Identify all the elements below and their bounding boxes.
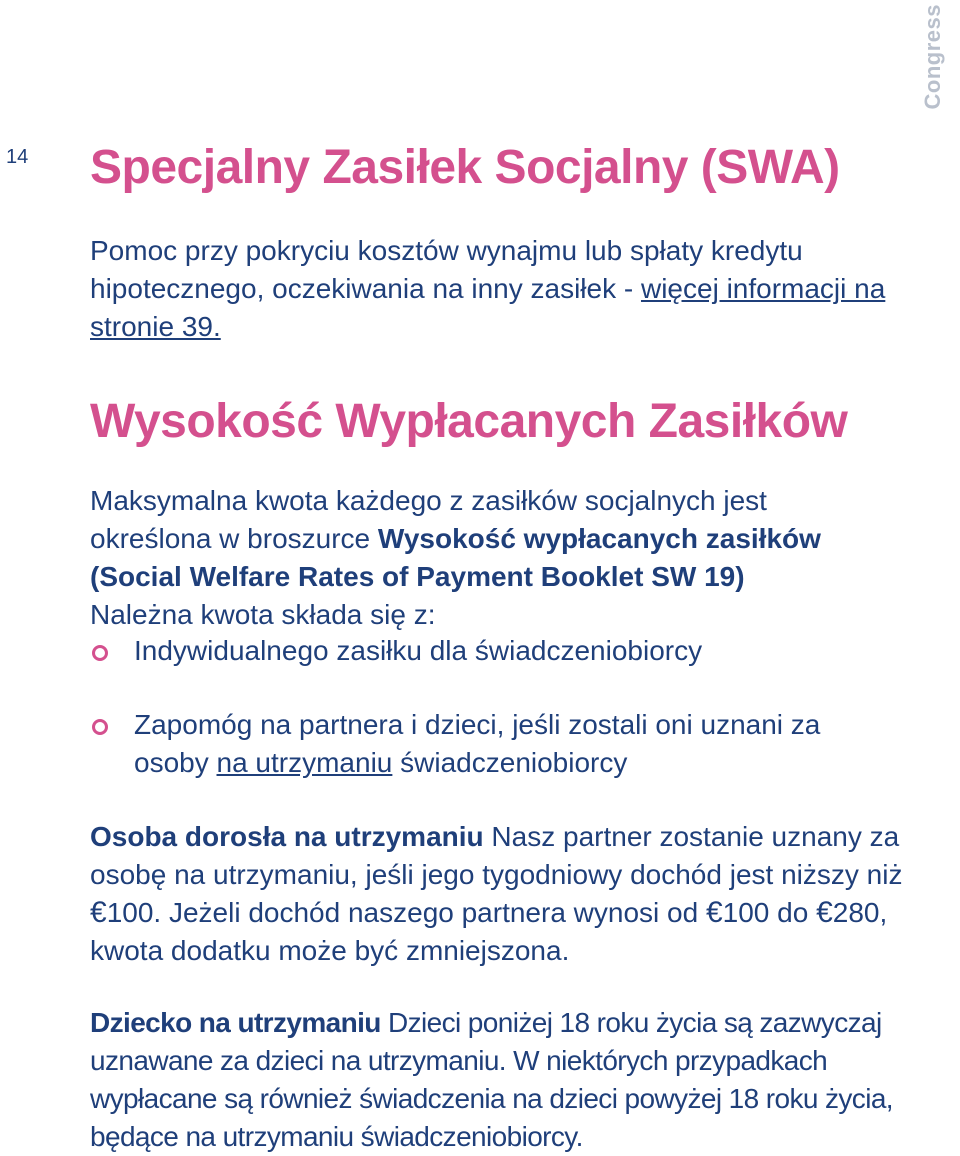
euro-symbol: € <box>705 896 723 929</box>
page-number: 14 <box>6 146 29 168</box>
bullet2-line1: Zapomóg na partnera i dzieci, jeśli zostali oni uznani za <box>134 709 821 740</box>
adult-text2: . Jeżeli dochód naszego partnera wynosi od <box>153 897 706 928</box>
section-title-rates: Wysokość Wypłacanych Zasiłków <box>90 395 848 448</box>
rates-booklet-title-en: (Social Welfare Rates of Payment Booklet SW 19) <box>90 561 745 592</box>
euro-symbol: € <box>816 896 833 929</box>
adult-dependant-term: Osoba dorosła na utrzymaniu <box>90 821 484 852</box>
bullet-circle-icon <box>92 645 108 661</box>
dependants-link[interactable]: na utrzymaniu <box>216 747 393 778</box>
adult-text3: do <box>769 897 817 928</box>
section-title-swa: Specjalny Zasiłek Socjalny (SWA) <box>90 141 840 194</box>
rates-intro-line2: określona w broszurce <box>90 523 378 554</box>
bullet-text: Indywidualnego zasiłku dla świadczeniobiorcy <box>134 635 703 666</box>
adult-text4: , kwota dodatku może być zmniejszona. <box>90 897 888 966</box>
rates-booklet-title-pl: Wysokość wypłacanych zasiłków <box>377 523 821 554</box>
swa-description-text: Pomoc przy pokryciu kosztów wynajmu lub spłaty kredytu hipotecznego, oczekiwania na inny zasiłek - <box>90 235 803 304</box>
euro-symbol: € <box>90 896 107 929</box>
brand-watermark: Congress <box>920 4 945 110</box>
adult-amount2: 100 <box>722 897 770 928</box>
adult-amount1: 100 <box>106 897 154 928</box>
rates-intro-line4: Należna kwota składa się z: <box>90 599 436 630</box>
child-dependant-term: Dziecko na utrzymaniu <box>90 1007 381 1038</box>
bullet2-suffix: świadczeniobiorcy <box>392 747 628 778</box>
adult-amount3: 280 <box>832 897 880 928</box>
child-text: Dzieci poniżej 18 roku życia są zazwyczaj uznawane za dzieci na utrzymaniu. W niektórych przypadkach wypłacane są również świadczenia na dzieci powyżej 18 roku życia, będące na utrzymaniu świadczeniobiorcy. <box>90 1007 893 1152</box>
swa-description <box>90 232 950 346</box>
child-dependant-paragraph <box>90 1004 950 1156</box>
rates-intro <box>90 482 950 634</box>
adult-text1: Nasz partner zostanie uznany za osobę na utrzymaniu, jeśli jego tygodniowy dochód jest niższy niż <box>90 821 903 890</box>
bullet-circle-icon <box>92 719 108 735</box>
bullet2-prefix: osoby <box>134 747 217 778</box>
bullet-text <box>134 706 954 782</box>
more-info-link[interactable]: więcej informacji na stronie 39. <box>90 273 886 342</box>
adult-dependant-paragraph <box>90 818 950 970</box>
rates-intro-line1: Maksymalna kwota każdego z zasiłków socjalnych jest <box>90 485 767 516</box>
